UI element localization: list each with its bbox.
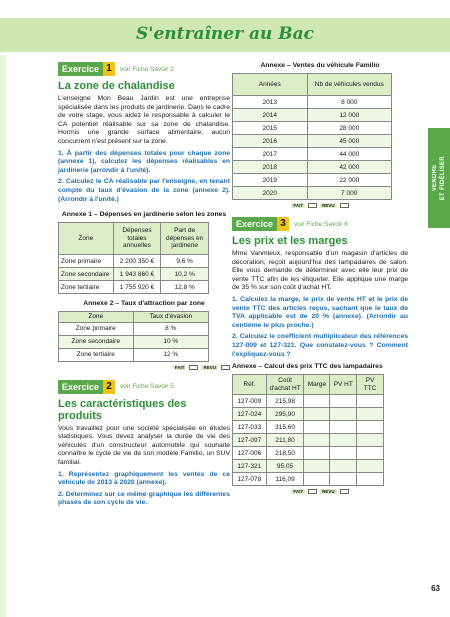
empty-cell xyxy=(304,473,330,486)
page-title: S'entraîner au Bac xyxy=(135,24,315,44)
table-cell: 127-024 xyxy=(233,408,267,421)
question-number: 2. xyxy=(232,333,238,341)
exercise-number: 2 xyxy=(103,380,115,394)
exercise1-intro: L'enseigne Mon Beau Jardin est une entreprise spécialisée dans les produits de jardinerie. Dans le cadre de votre stage, vous aidez le responsable à calculer le CA potentiel réalisable sur sa zone de chalandise. Hormis une grande surface alimentaire, aucun concurrent n'est présent sur la zone. xyxy=(58,95,230,145)
table-cell: 2015 xyxy=(233,122,308,135)
empty-cell xyxy=(304,460,330,473)
annex1-table xyxy=(58,222,209,294)
table-cell: 1 755 920 € xyxy=(113,281,161,294)
table-header: Années xyxy=(233,74,308,96)
table-cell: 8 % xyxy=(133,322,208,335)
left-column xyxy=(58,62,230,508)
table-row xyxy=(59,281,209,294)
exercise2-question2 xyxy=(58,491,230,508)
table-cell: 127-033 xyxy=(233,421,267,434)
exercise1-title: La zone de chalandise xyxy=(58,80,175,92)
fait-revu-checkboxes xyxy=(232,203,408,208)
table-row xyxy=(233,187,392,200)
table-cell: 12,8 % xyxy=(161,281,209,294)
empty-cell xyxy=(330,447,357,460)
table-cell: 127-078 xyxy=(233,473,267,486)
fiche-reference: voir Fiche Savoir 5 xyxy=(120,383,174,391)
side-tab-label: VENDRE ET FIDÉLISER xyxy=(432,155,446,201)
exercise2-intro: Vous travaillez pour une société spécialisée en études statistiques. Vous devez analyser la durée de vie des véhicules d'un constructeur automobile qui souhaite connaître le cycle de vie de son modèle Familio, un SUV familial. xyxy=(58,424,230,466)
table-cell: Zone tertiaire xyxy=(59,348,134,361)
exercise1-question1 xyxy=(58,150,230,176)
table-cell: 2 200 350 € xyxy=(113,255,161,268)
table-cell: 127-097 xyxy=(233,434,267,447)
question-text: Déterminez sur ce même graphique les différentes phases de son cycle de vie. xyxy=(58,490,230,507)
table-cell: 28 000 xyxy=(307,122,391,135)
table-row xyxy=(233,434,384,447)
table-header-row xyxy=(233,74,392,96)
exercise3-title: Les prix et les marges xyxy=(232,235,348,247)
table-cell: 211,80 xyxy=(266,434,304,447)
table-cell: 215,98 xyxy=(266,395,304,408)
empty-cell xyxy=(330,395,357,408)
empty-cell xyxy=(330,473,357,486)
table-cell: 22 000 xyxy=(307,174,391,187)
table-cell: 45 000 xyxy=(307,135,391,148)
revu-checkbox[interactable] xyxy=(340,489,349,494)
table-cell: 95,05 xyxy=(266,460,304,473)
empty-cell xyxy=(330,408,357,421)
revu-label: REVU xyxy=(322,489,335,495)
revu-label: REVU xyxy=(322,203,335,208)
table-cell: Zone primaire xyxy=(59,322,134,335)
table-row xyxy=(59,348,209,361)
table-cell: 10,2 % xyxy=(161,268,209,281)
fait-checkbox[interactable] xyxy=(189,365,198,370)
empty-cell xyxy=(357,447,384,460)
table-header-row xyxy=(59,312,209,323)
table-cell: 44 000 xyxy=(307,148,391,161)
table-row xyxy=(233,395,384,408)
fait-revu-checkboxes xyxy=(58,365,230,370)
exercise3-header xyxy=(232,217,408,231)
table-row xyxy=(59,268,209,281)
table-cell: 315,60 xyxy=(266,421,304,434)
right-column xyxy=(232,62,408,494)
table-cell: 116,09 xyxy=(266,473,304,486)
table-cell: 8 000 xyxy=(307,96,391,109)
empty-cell xyxy=(330,460,357,473)
table-cell: 2019 xyxy=(233,174,308,187)
table-header: Zone xyxy=(59,312,134,323)
revu-label: REVU xyxy=(203,364,216,370)
exercise2-title: Les caractéristiques des produits xyxy=(58,397,187,422)
table-cell: 1 943 860 € xyxy=(113,268,161,281)
empty-cell xyxy=(357,434,384,447)
table-cell: 9,6 % xyxy=(161,255,209,268)
table-row xyxy=(59,255,209,268)
table-header: Réf. xyxy=(233,375,267,395)
table-row xyxy=(233,447,384,460)
table-cell: Zone secondaire xyxy=(59,335,134,348)
question-number: 2. xyxy=(58,490,64,498)
table-cell: 2016 xyxy=(233,135,308,148)
empty-cell xyxy=(304,408,330,421)
fait-label: FAIT xyxy=(293,203,304,208)
fait-label: FAIT xyxy=(174,364,185,370)
annex-ventes-title: Annexe – Ventes du véhicule Familio xyxy=(260,62,380,69)
exercise2-header xyxy=(58,380,230,394)
table-cell: 7 000 xyxy=(307,187,391,200)
fait-revu-checkboxes xyxy=(232,489,408,494)
table-cell: 2018 xyxy=(233,161,308,174)
table-header: PV TTC xyxy=(357,375,384,395)
table-row xyxy=(233,161,392,174)
fait-checkbox[interactable] xyxy=(308,203,317,208)
empty-cell xyxy=(304,395,330,408)
table-row xyxy=(59,335,209,348)
table-cell: Zone tertiaire xyxy=(59,281,114,294)
table-row xyxy=(233,408,384,421)
left-margin-bar xyxy=(0,55,6,617)
empty-cell xyxy=(357,421,384,434)
table-row xyxy=(233,460,384,473)
table-cell: 295,90 xyxy=(266,408,304,421)
exercise3-intro: Mme Vanmieux, responsable d'un magasin d'articles de décoration, reçoit aujourd'hui des lampadaires de salon. Elle vous demande de déterminer avec elle leur prix de vente TTC afin de les étiqueter. Elle applique une marge de 35 % sur son coût d'achat HT. xyxy=(232,250,408,292)
table-row xyxy=(233,96,392,109)
question-text: Calculez le coefficient multiplicateur des références 127-009 et 127-321. Que constatez-vous ? Comment l'expliquez-vous ? xyxy=(232,333,409,358)
annex2-title: Annexe 2 – Taux d'attraction par zone xyxy=(83,300,205,308)
question-text: Calculez la marge, le prix de vente HT et le prix de vente TTC des articles reçus, sachant que le taux de TVA applicable est de 20 % (annexe). (Arrondir au centième le plus proche.) xyxy=(232,295,408,329)
table-cell: Zone primaire xyxy=(59,255,114,268)
annex1-title: Annexe 1 – Dépenses en jardinerie selon les zones xyxy=(61,211,227,219)
table-header: Nb de véhicules vendus xyxy=(307,74,391,96)
page-number: 63 xyxy=(431,584,440,593)
annex3-table xyxy=(232,374,384,486)
table-row xyxy=(233,135,392,148)
question-text: Calculez le CA réalisable par l'enseigne, en tenant compte du taux d'évasion de la zone (annexe 2). (Arrondir à l'unité.) xyxy=(58,178,231,203)
table-header: Zone xyxy=(59,223,114,255)
fait-label: FAIT xyxy=(293,489,304,495)
empty-cell xyxy=(357,460,384,473)
table-cell: Zone secondaire xyxy=(59,268,114,281)
table-header: Coût d'achat HT xyxy=(266,375,304,395)
fiche-reference: voir Fiche Savoir 2 xyxy=(120,65,174,73)
question-text: À partir des dépenses totales pour chaque zone (annexe 1), calculez les dépenses réalisables en jardinerie (arrondir à l'unité). xyxy=(58,149,231,174)
question-number: 1. xyxy=(58,149,64,157)
revu-checkbox[interactable] xyxy=(221,365,230,370)
chapter-side-tab xyxy=(428,128,450,228)
table-row xyxy=(233,109,392,122)
exercise3-question1 xyxy=(232,296,408,330)
exercise2-question1 xyxy=(58,471,230,488)
empty-cell xyxy=(357,395,384,408)
table-cell: 2017 xyxy=(233,148,308,161)
exercise-number: 1 xyxy=(103,62,115,76)
table-header: Dépenses totales annuelles xyxy=(113,223,161,255)
table-cell: 127-006 xyxy=(233,447,267,460)
exercise-label: Exercice xyxy=(232,217,277,231)
table-row xyxy=(233,122,392,135)
exercise-number: 3 xyxy=(277,217,289,231)
fait-checkbox[interactable] xyxy=(308,489,317,494)
empty-cell xyxy=(304,421,330,434)
empty-cell xyxy=(357,408,384,421)
annex-ventes-table xyxy=(232,73,392,200)
table-row xyxy=(233,421,384,434)
annex3-title: Annexe – Calcul des prix TTC des lampadaires xyxy=(232,363,383,371)
table-header: Taux d'évasion xyxy=(133,312,208,323)
table-header-row xyxy=(233,375,384,395)
table-header: Part de dépenses en jardinerie xyxy=(161,223,209,255)
question-number: 1. xyxy=(232,295,238,303)
exercise3-question2 xyxy=(232,333,408,359)
question-number: 1. xyxy=(58,470,64,478)
empty-cell xyxy=(304,434,330,447)
fiche-reference: voir Fiche Savoir 6 xyxy=(294,220,348,228)
exercise1-header xyxy=(58,62,230,76)
empty-cell xyxy=(357,473,384,486)
annex2-table xyxy=(58,311,209,362)
table-header: PV HT xyxy=(330,375,357,395)
question-text: Représentez graphiquement les ventes de ce véhicule de 2013 à 2020 (annexe). xyxy=(58,470,230,487)
table-cell: 127-009 xyxy=(233,395,267,408)
table-row xyxy=(59,322,209,335)
table-cell: 127-321 xyxy=(233,460,267,473)
table-cell: 42 000 xyxy=(307,161,391,174)
table-cell: 2013 xyxy=(233,96,308,109)
empty-cell xyxy=(330,434,357,447)
table-row xyxy=(233,148,392,161)
table-row xyxy=(233,174,392,187)
empty-cell xyxy=(330,421,357,434)
table-cell: 2014 xyxy=(233,109,308,122)
revu-checkbox[interactable] xyxy=(340,203,349,208)
table-cell: 12 % xyxy=(133,348,208,361)
table-cell: 12 000 xyxy=(307,109,391,122)
table-cell: 10 % xyxy=(133,335,208,348)
table-cell: 2020 xyxy=(233,187,308,200)
table-row xyxy=(233,473,384,486)
exercise-label: Exercice xyxy=(58,62,103,76)
table-header: Marge xyxy=(304,375,330,395)
exercise-label: Exercice xyxy=(58,380,103,394)
table-cell: 218,50 xyxy=(266,447,304,460)
question-number: 2. xyxy=(58,178,64,186)
empty-cell xyxy=(304,447,330,460)
table-header-row xyxy=(59,223,209,255)
exercise1-question2 xyxy=(58,178,230,204)
